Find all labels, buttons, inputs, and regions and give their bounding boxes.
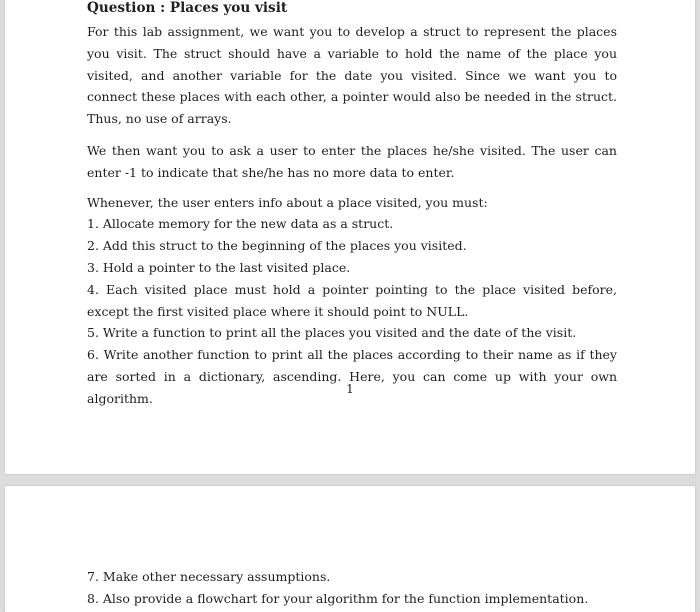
- intro-paragraph: For this lab assignment, we want you to develop a struct to represent the places you visit. The struct should have a variable to hold the name of the place you visited, and another variable for the date you visited. Since we want you to connect these places with each other, a pointer would also be needed in the struct. Thus, no use of arrays.: [87, 24, 617, 127]
- page-2-content: [87, 566, 617, 610]
- list-item: 6. Write another function to print all the places according to their name as if they are sorted in a dictionary, ascending. Here, you can come up with your own algorithm.: [87, 347, 617, 406]
- list-item: 7. Make other necessary assumptions.: [87, 569, 331, 584]
- list-item: 4. Each visited place must hold a pointer pointing to the place visited before, except the first visited place where it should point to NULL.: [87, 281, 617, 319]
- list-item: 3. Hold a pointer to the last visited place.: [87, 259, 351, 275]
- list-item: 2. Add this struct to the beginning of the places you visited.: [87, 238, 467, 254]
- user-input-paragraph: We then want you to ask a user to enter the places he/she visited. The user can enter -1 to indicate that she/he has no more data to enter.: [87, 142, 617, 180]
- document-page-1: [5, 0, 695, 474]
- page-number: 1: [346, 382, 354, 396]
- steps-list-continued: [87, 566, 617, 610]
- question-title: Question : Places you visit: [87, 0, 288, 16]
- list-item: 5. Write a function to print all the places you visited and the date of the visit.: [87, 325, 577, 341]
- list-item: 8. Also provide a flowchart for your algorithm for the function implementation.: [87, 590, 589, 606]
- list-item: 1. Allocate memory for the new data as a struct.: [87, 216, 394, 232]
- document-page-2: [5, 486, 695, 612]
- steps-list: [87, 213, 617, 409]
- steps-intro-paragraph: Whenever, the user enters info about a place visited, you must:: [87, 194, 488, 210]
- page-1-content: [87, 0, 617, 410]
